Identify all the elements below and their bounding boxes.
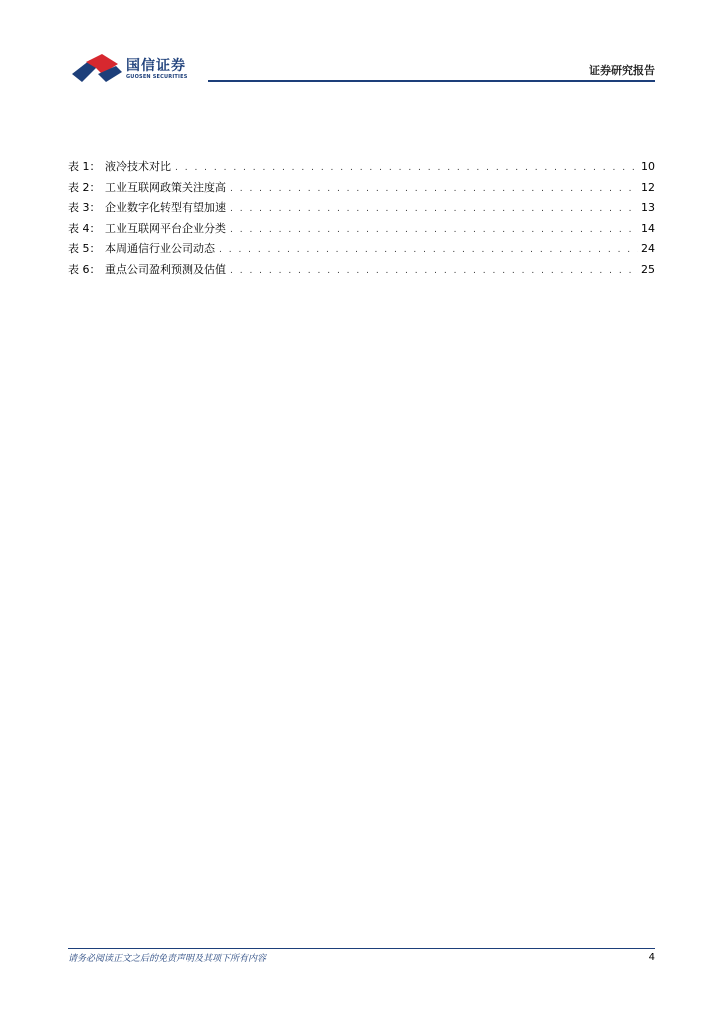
footer-disclaimer: 请务必阅读正文之后的免责声明及其项下所有内容: [68, 954, 267, 964]
toc-leader-dots: [230, 181, 638, 197]
toc-page-number[interactable]: 24: [641, 242, 655, 256]
toc-page-number[interactable]: 25: [641, 262, 655, 276]
footer-divider: [68, 948, 655, 949]
toc-title[interactable]: 液冷技术对比: [105, 160, 171, 173]
report-type-label: 证券研究报告: [589, 64, 655, 77]
toc-title[interactable]: 工业互联网政策关注度高: [105, 180, 226, 194]
toc-page-number[interactable]: 14: [641, 221, 655, 235]
page-number: 4: [648, 952, 655, 963]
toc-leader-dots: [219, 242, 638, 258]
toc-row[interactable]: [68, 159, 655, 180]
toc-row[interactable]: [68, 262, 655, 283]
guosen-logo-icon: [68, 52, 124, 84]
toc-title[interactable]: 企业数字化转型有望加速: [105, 201, 226, 215]
toc-leader-dots: [175, 160, 638, 176]
toc-page-number[interactable]: 13: [641, 201, 655, 215]
toc-leader-dots: [230, 263, 638, 279]
toc-leader-dots: [230, 222, 638, 238]
toc-label: 表 1：: [68, 160, 101, 173]
guosen-logo: [68, 52, 208, 84]
toc-row[interactable]: [68, 180, 655, 201]
toc-title[interactable]: 重点公司盈利预测及估值: [105, 262, 226, 276]
toc-title[interactable]: 本周通信行业公司动态: [105, 242, 215, 256]
toc-leader-dots: [230, 201, 638, 217]
toc-title[interactable]: 工业互联网平台企业分类: [105, 221, 226, 235]
logo-chinese-name: 国信证券: [126, 58, 186, 74]
toc-row[interactable]: [68, 221, 655, 242]
table-of-tables: [68, 159, 655, 283]
toc-label: 表 3：: [68, 201, 101, 215]
logo-english-name: GUOSEN SECURITIES: [126, 74, 188, 80]
toc-page-number[interactable]: 10: [641, 160, 655, 173]
page-header: [68, 50, 655, 86]
toc-label: 表 5：: [68, 242, 101, 256]
toc-label: 表 2：: [68, 180, 101, 194]
toc-label: 表 6：: [68, 262, 101, 276]
toc-label: 表 4：: [68, 221, 101, 235]
toc-row[interactable]: [68, 241, 655, 262]
toc-page-number[interactable]: 12: [641, 180, 655, 194]
header-divider: [208, 80, 655, 82]
toc-row[interactable]: [68, 200, 655, 221]
